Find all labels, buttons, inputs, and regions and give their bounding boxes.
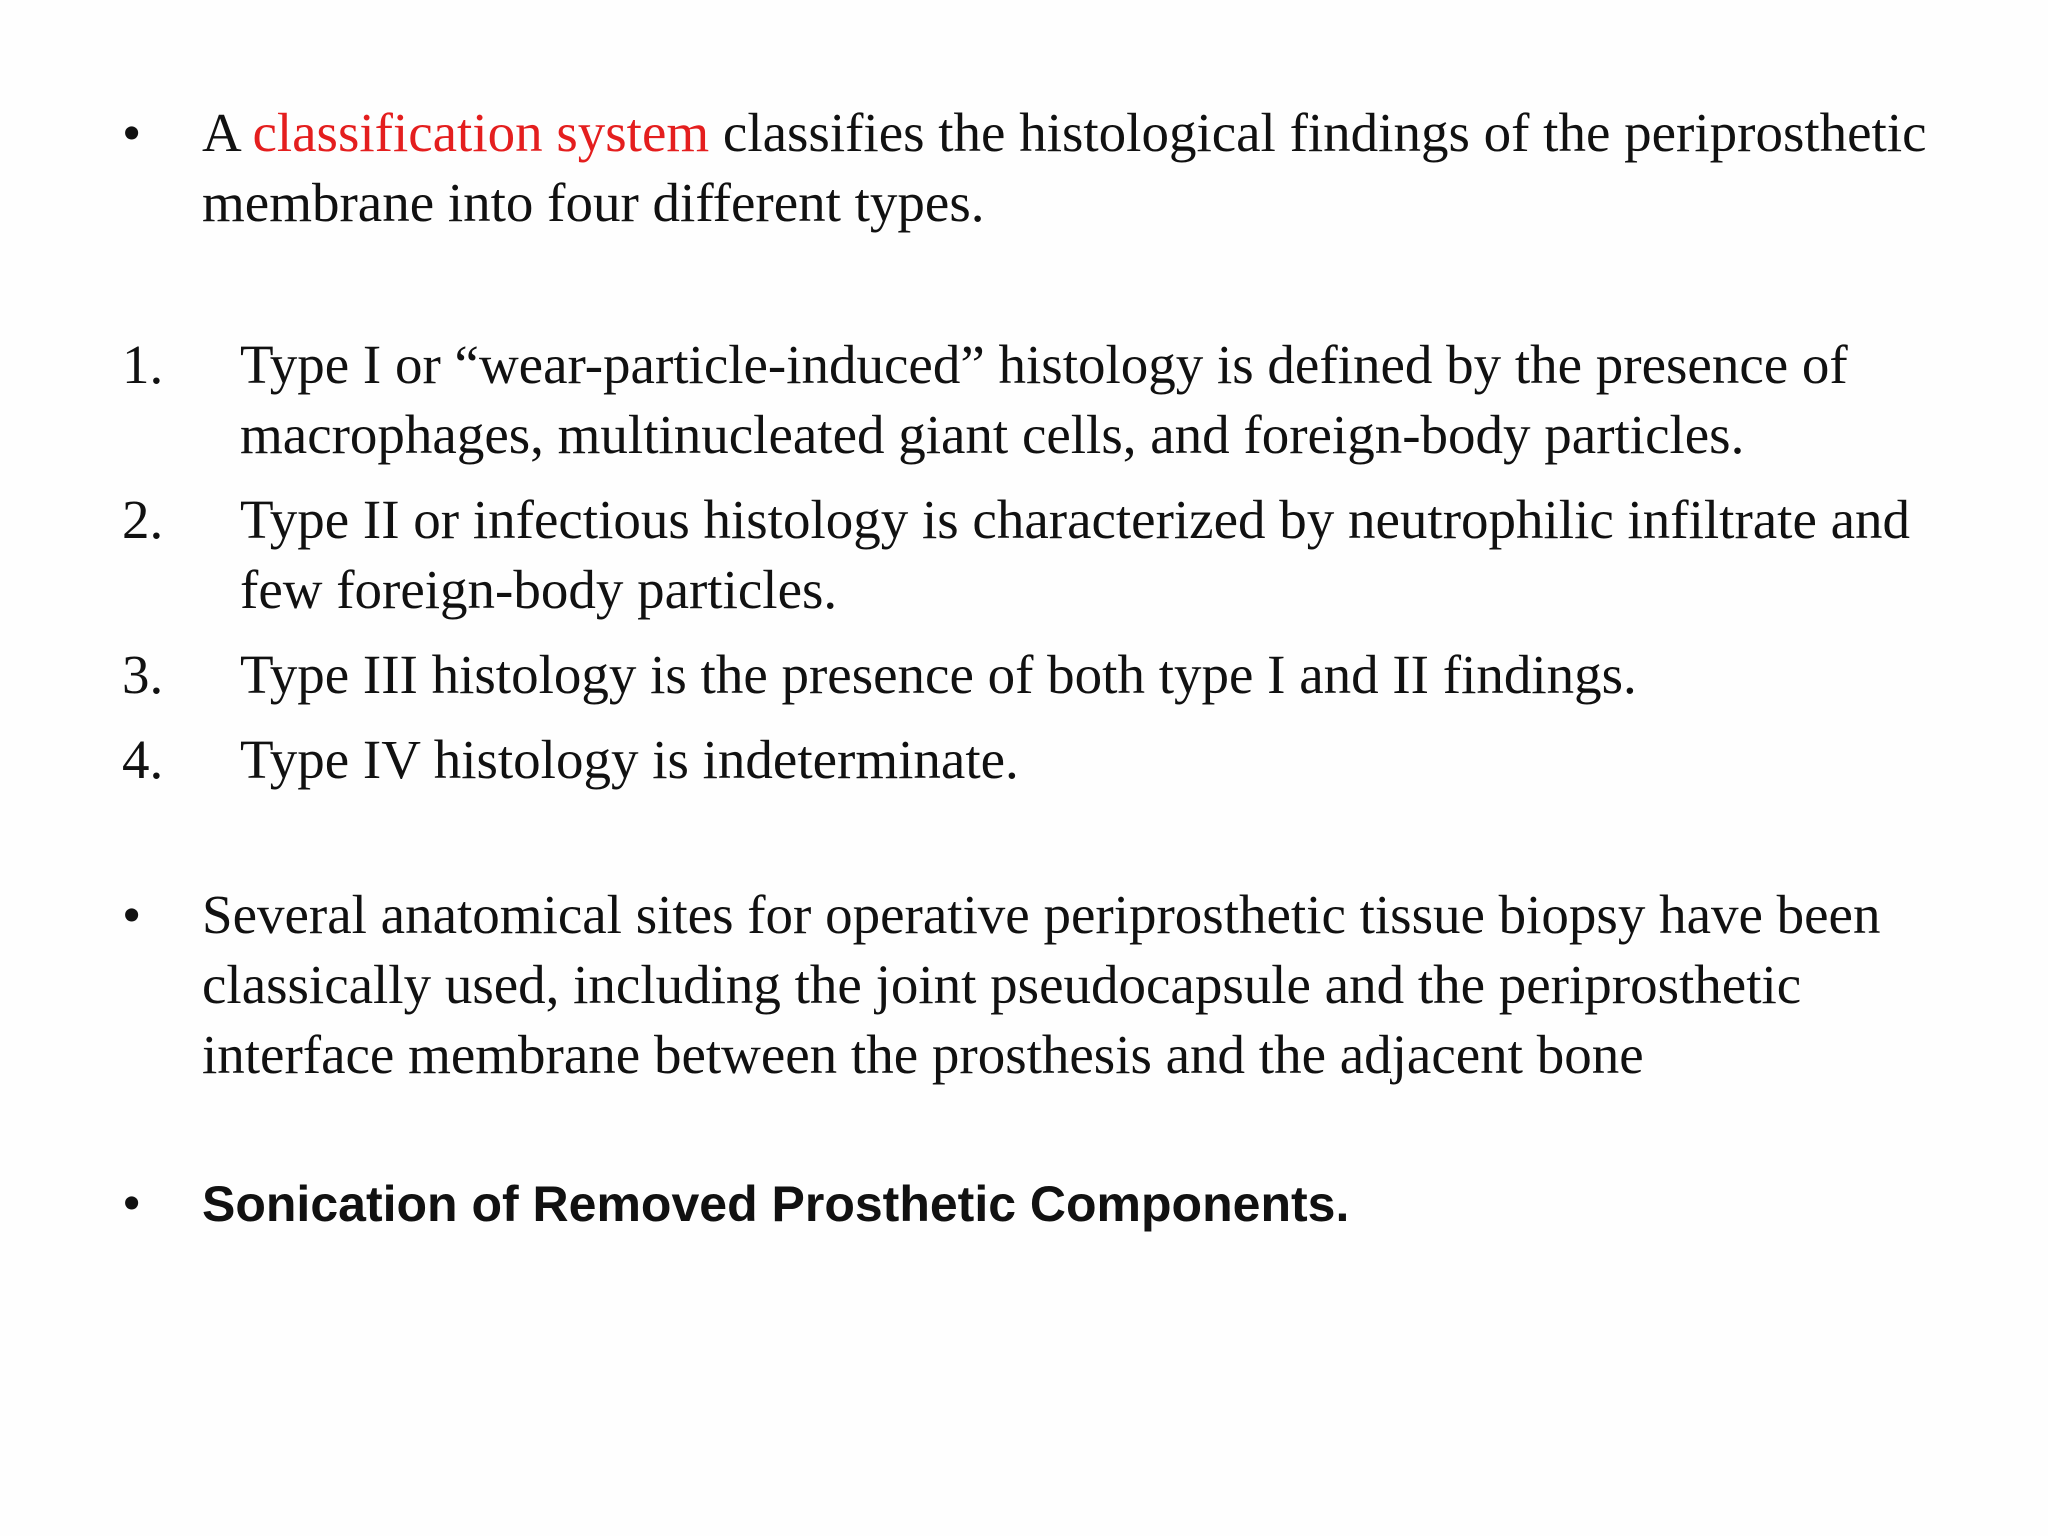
list-item-type-2 bbox=[122, 485, 1982, 625]
list-number: 1. bbox=[122, 334, 164, 395]
intro-paragraph bbox=[122, 98, 1952, 238]
list-number: 3. bbox=[122, 644, 164, 705]
list-item-text: Type III histology is the presence of both type I and II findings. bbox=[240, 644, 1637, 705]
list-number: 2. bbox=[122, 489, 164, 550]
sonication-bullet-item bbox=[122, 1168, 1952, 1239]
intro-prefix: A bbox=[202, 102, 253, 163]
bullet-marker: • bbox=[122, 102, 142, 163]
list-item-type-1 bbox=[122, 330, 1982, 470]
list-item-text: Type II or infectious histology is characterized by neutrophilic infiltrate and few foreign-body particles. bbox=[240, 489, 1911, 620]
list-item-text: Type I or “wear-particle-induced” histology is defined by the presence of macrophages, multinucleated giant cells, and foreign-body particles. bbox=[240, 334, 1848, 465]
list-number: 4. bbox=[122, 729, 164, 790]
sonication-heading: Sonication of Removed Prosthetic Components. bbox=[202, 1176, 1350, 1232]
list-item-text: Type IV histology is indeterminate. bbox=[240, 729, 1019, 790]
sites-text: Several anatomical sites for operative periprosthetic tissue biopsy have been classically used, including the joint pseudocapsule and the periprosthetic interface membrane between the prosthesis and the adjacent bone bbox=[202, 884, 1881, 1085]
bullet-marker: • bbox=[122, 1172, 142, 1233]
types-numbered-list bbox=[122, 330, 1982, 810]
sites-bullet-item bbox=[122, 880, 1952, 1090]
classification-system-highlight: classification system bbox=[252, 102, 710, 163]
bullet-marker: • bbox=[122, 884, 142, 945]
sites-paragraph bbox=[122, 880, 1952, 1090]
intro-suffix: classifies the histological findings of the periprosthetic membrane into four different types. bbox=[202, 102, 1927, 233]
intro-bullet-item bbox=[122, 98, 1952, 238]
list-item-type-3 bbox=[122, 640, 1982, 710]
sonication-paragraph bbox=[122, 1168, 1952, 1239]
list-item-type-4 bbox=[122, 725, 1982, 795]
